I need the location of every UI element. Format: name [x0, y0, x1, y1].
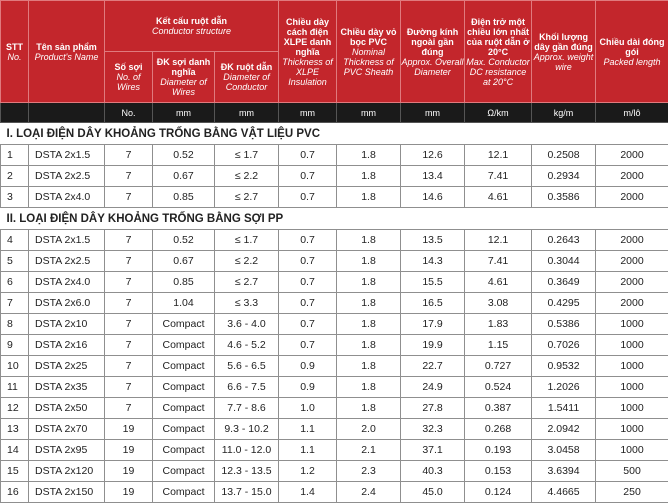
table-cell: 7.41: [465, 251, 532, 272]
table-cell: 0.7026: [532, 335, 596, 356]
table-cell: 11: [1, 377, 29, 398]
table-cell: 0.3649: [532, 272, 596, 293]
table-row: [1, 419, 668, 440]
table-cell: 7: [105, 398, 153, 419]
table-cell: 16.5: [401, 293, 465, 314]
table-cell: 3.0458: [532, 440, 596, 461]
table-cell: 19: [105, 440, 153, 461]
table-cell: Compact: [153, 398, 215, 419]
table-cell: 7: [105, 377, 153, 398]
table-cell: 0.153: [465, 461, 532, 482]
table-cell: 0.67: [153, 166, 215, 187]
table-row: [1, 272, 668, 293]
table-cell: 2.0942: [532, 419, 596, 440]
table-cell: 2: [1, 166, 29, 187]
table-cell: 12.1: [465, 230, 532, 251]
table-cell: 0.2934: [532, 166, 596, 187]
table-cell: ≤ 1.7: [215, 230, 279, 251]
table-cell: 37.1: [401, 440, 465, 461]
table-cell: 0.3044: [532, 251, 596, 272]
table-cell: 1.8: [337, 251, 401, 272]
unit-cell: kg/m: [532, 103, 596, 123]
table-cell: 3: [1, 187, 29, 208]
table-cell: 0.7: [279, 166, 337, 187]
table-cell: 0.9: [279, 377, 337, 398]
unit-cell: mm: [153, 103, 215, 123]
table-cell: DSTA 2x10: [29, 314, 105, 335]
table-row: [1, 377, 668, 398]
table-cell: 7: [105, 230, 153, 251]
table-cell: 1.8: [337, 335, 401, 356]
table-cell: 2000: [596, 272, 668, 293]
table-cell: 1.8: [337, 293, 401, 314]
table-cell: 1.8: [337, 377, 401, 398]
table-cell: 1.1: [279, 419, 337, 440]
col-wire-diameter: ĐK sợi danh nghĩa Diameter of Wires: [153, 52, 215, 103]
table-cell: 7: [105, 272, 153, 293]
table-row: [1, 145, 668, 166]
table-cell: 19: [105, 419, 153, 440]
table-cell: ≤ 1.7: [215, 145, 279, 166]
table-cell: 2000: [596, 145, 668, 166]
table-cell: 7: [105, 335, 153, 356]
table-cell: 7: [105, 251, 153, 272]
table-cell: 0.9532: [532, 356, 596, 377]
table-cell: 9.3 - 10.2: [215, 419, 279, 440]
table-cell: 0.7: [279, 293, 337, 314]
table-cell: DSTA 2x50: [29, 398, 105, 419]
table-cell: 15.5: [401, 272, 465, 293]
table-cell: 0.52: [153, 145, 215, 166]
table-row: [1, 166, 668, 187]
table-cell: 22.7: [401, 356, 465, 377]
table-cell: 1: [1, 145, 29, 166]
table-cell: 0.7: [279, 145, 337, 166]
table-cell: 1000: [596, 356, 668, 377]
table-cell: 6: [1, 272, 29, 293]
table-cell: 13.7 - 15.0: [215, 482, 279, 503]
table-cell: 0.85: [153, 272, 215, 293]
table-cell: 14.6: [401, 187, 465, 208]
table-row: [1, 230, 668, 251]
table-row: [1, 251, 668, 272]
table-cell: 16: [1, 482, 29, 503]
table-row: [1, 335, 668, 356]
table-cell: 6.6 - 7.5: [215, 377, 279, 398]
table-cell: 7.41: [465, 166, 532, 187]
table-cell: DSTA 2x150: [29, 482, 105, 503]
table-cell: 12.6: [401, 145, 465, 166]
table-cell: Compact: [153, 335, 215, 356]
col-xlpe-thickness: Chiều dày cách điện XLPE danh nghĩa Thickness of XLPE Insulation: [279, 1, 337, 103]
table-cell: 0.268: [465, 419, 532, 440]
unit-cell: [1, 103, 29, 123]
table-cell: 13: [1, 419, 29, 440]
table-cell: DSTA 2x70: [29, 419, 105, 440]
table-row: [1, 356, 668, 377]
table-cell: Compact: [153, 419, 215, 440]
table-cell: 0.67: [153, 251, 215, 272]
table-cell: 8: [1, 314, 29, 335]
table-cell: 1.2: [279, 461, 337, 482]
table-cell: 14.3: [401, 251, 465, 272]
table-cell: Compact: [153, 314, 215, 335]
table-cell: 0.85: [153, 187, 215, 208]
unit-cell: mm: [337, 103, 401, 123]
table-cell: DSTA 2x35: [29, 377, 105, 398]
table-cell: 0.2643: [532, 230, 596, 251]
unit-cell: mm: [401, 103, 465, 123]
section-title: I. LOẠI ĐIỆN DÂY KHOẢNG TRỐNG BẰNG VẬT LIỆU PVC: [1, 123, 668, 145]
table-cell: DSTA 2x4.0: [29, 187, 105, 208]
col-sheath-thickness: Chiều dày vỏ bọc PVC Nominal Thickness of PVC Sheath: [337, 1, 401, 103]
table-cell: 1.04: [153, 293, 215, 314]
table-cell: 3.6394: [532, 461, 596, 482]
table-cell: 0.7: [279, 187, 337, 208]
table-cell: 7: [105, 187, 153, 208]
table-cell: 2.0: [337, 419, 401, 440]
table-cell: 1.8: [337, 187, 401, 208]
section-title: II. LOẠI ĐIỆN DÂY KHOẢNG TRỐNG BẰNG SỢI PP: [1, 208, 668, 230]
table-cell: 4: [1, 230, 29, 251]
table-cell: ≤ 2.2: [215, 251, 279, 272]
table-cell: 4.4665: [532, 482, 596, 503]
table-cell: 11.0 - 12.0: [215, 440, 279, 461]
table-cell: 1.8: [337, 356, 401, 377]
table-cell: 1.8: [337, 272, 401, 293]
table-cell: 0.5386: [532, 314, 596, 335]
table-cell: 250: [596, 482, 668, 503]
table-cell: 7: [105, 314, 153, 335]
table-cell: 2000: [596, 166, 668, 187]
table-cell: 7: [105, 356, 153, 377]
table-cell: 2000: [596, 230, 668, 251]
table-cell: DSTA 2x4.0: [29, 272, 105, 293]
unit-cell: [29, 103, 105, 123]
table-cell: 0.524: [465, 377, 532, 398]
section-header: [1, 208, 668, 230]
table-cell: 27.8: [401, 398, 465, 419]
table-cell: 2000: [596, 293, 668, 314]
table-cell: 7: [105, 166, 153, 187]
table-cell: 1000: [596, 419, 668, 440]
col-conductor-structure: Kết cấu ruột dẫn Conductor structure: [105, 1, 279, 52]
table-cell: 500: [596, 461, 668, 482]
table-cell: 9: [1, 335, 29, 356]
table-cell: 1.1: [279, 440, 337, 461]
table-cell: ≤ 2.2: [215, 166, 279, 187]
section-header: [1, 123, 668, 145]
col-stt: STT No.: [1, 1, 29, 103]
table-cell: 0.124: [465, 482, 532, 503]
table-cell: 1000: [596, 335, 668, 356]
table-cell: DSTA 2x2.5: [29, 166, 105, 187]
table-cell: 0.7: [279, 230, 337, 251]
table-cell: Compact: [153, 482, 215, 503]
table-cell: 7: [105, 145, 153, 166]
unit-cell: Ω/km: [465, 103, 532, 123]
table-row: [1, 440, 668, 461]
table-body: [1, 123, 668, 503]
table-cell: 1.8: [337, 166, 401, 187]
table-row: [1, 293, 668, 314]
table-cell: 1.2026: [532, 377, 596, 398]
unit-cell: mm: [215, 103, 279, 123]
table-cell: 45.0: [401, 482, 465, 503]
table-cell: DSTA 2x6.0: [29, 293, 105, 314]
table-cell: 2.1: [337, 440, 401, 461]
table-cell: 3.08: [465, 293, 532, 314]
table-cell: 0.7: [279, 335, 337, 356]
table-cell: 1.15: [465, 335, 532, 356]
table-cell: 19: [105, 482, 153, 503]
table-row: [1, 461, 668, 482]
col-weight: Khối lượng dây gần đúng Approx. weight wire: [532, 1, 596, 103]
col-dc-resistance: Điện trở một chiều lớn nhất của ruột dẫn ở 20°C Max. Conductor DC resistance at 20°C: [465, 1, 532, 103]
table-cell: 1000: [596, 440, 668, 461]
table-cell: 0.193: [465, 440, 532, 461]
table-cell: 1.8: [337, 314, 401, 335]
table-cell: 13.4: [401, 166, 465, 187]
table-row: [1, 187, 668, 208]
table-cell: 19.9: [401, 335, 465, 356]
table-cell: 2000: [596, 187, 668, 208]
table-cell: 4.6 - 5.2: [215, 335, 279, 356]
table-cell: DSTA 2x25: [29, 356, 105, 377]
table-row: [1, 314, 668, 335]
table-cell: 7.7 - 8.6: [215, 398, 279, 419]
table-cell: 12.1: [465, 145, 532, 166]
table-cell: DSTA 2x16: [29, 335, 105, 356]
table-cell: 0.52: [153, 230, 215, 251]
table-cell: 15: [1, 461, 29, 482]
table-cell: 24.9: [401, 377, 465, 398]
table-cell: Compact: [153, 461, 215, 482]
table-cell: 1.83: [465, 314, 532, 335]
col-packed-length: Chiều dài đóng gói Packed length: [596, 1, 668, 103]
table-cell: 0.7: [279, 314, 337, 335]
table-cell: 7: [105, 293, 153, 314]
table-cell: 1000: [596, 398, 668, 419]
table-cell: 0.387: [465, 398, 532, 419]
table-cell: ≤ 2.7: [215, 272, 279, 293]
table-cell: 14: [1, 440, 29, 461]
table-cell: 40.3: [401, 461, 465, 482]
table-cell: 19: [105, 461, 153, 482]
table-cell: 1.5411: [532, 398, 596, 419]
table-cell: 0.727: [465, 356, 532, 377]
table-cell: 1.8: [337, 230, 401, 251]
col-conductor-diameter: ĐK ruột dẫn Diameter of Conductor: [215, 52, 279, 103]
table-cell: 3.6 - 4.0: [215, 314, 279, 335]
table-cell: 0.7: [279, 251, 337, 272]
table-cell: 2.3: [337, 461, 401, 482]
table-cell: 4.61: [465, 272, 532, 293]
table-cell: DSTA 2x120: [29, 461, 105, 482]
table-cell: 17.9: [401, 314, 465, 335]
table-cell: 10: [1, 356, 29, 377]
table-cell: 0.7: [279, 272, 337, 293]
table-cell: DSTA 2x1.5: [29, 230, 105, 251]
table-cell: 1.8: [337, 145, 401, 166]
table-cell: 13.5: [401, 230, 465, 251]
table-cell: ≤ 2.7: [215, 187, 279, 208]
table-cell: DSTA 2x2.5: [29, 251, 105, 272]
table-cell: 1000: [596, 314, 668, 335]
col-overall-diameter: Đường kính ngoài gần đúng Approx. Overall Diameter: [401, 1, 465, 103]
col-product: Tên sản phẩm Product's Name: [29, 1, 105, 103]
table-row: [1, 398, 668, 419]
table-cell: Compact: [153, 377, 215, 398]
table-cell: 1.4: [279, 482, 337, 503]
table-cell: 1.8: [337, 398, 401, 419]
table-cell: DSTA 2x95: [29, 440, 105, 461]
table-cell: 2000: [596, 251, 668, 272]
unit-cell: m/lô: [596, 103, 668, 123]
table-row: [1, 482, 668, 503]
table-cell: 5: [1, 251, 29, 272]
table-cell: 12.3 - 13.5: [215, 461, 279, 482]
table-cell: 7: [1, 293, 29, 314]
table-cell: 1.0: [279, 398, 337, 419]
table-cell: 4.61: [465, 187, 532, 208]
col-wires: Số sợi No. of Wires: [105, 52, 153, 103]
table-cell: ≤ 3.3: [215, 293, 279, 314]
table-cell: 5.6 - 6.5: [215, 356, 279, 377]
table-cell: 32.3: [401, 419, 465, 440]
unit-cell: mm: [279, 103, 337, 123]
table-cell: 0.4295: [532, 293, 596, 314]
table-cell: 0.9: [279, 356, 337, 377]
table-cell: Compact: [153, 440, 215, 461]
table-cell: 1000: [596, 377, 668, 398]
table-cell: 2.4: [337, 482, 401, 503]
unit-cell: No.: [105, 103, 153, 123]
table-cell: Compact: [153, 356, 215, 377]
table-cell: 12: [1, 398, 29, 419]
table-cell: DSTA 2x1.5: [29, 145, 105, 166]
table-cell: 0.3586: [532, 187, 596, 208]
table-cell: 0.2508: [532, 145, 596, 166]
